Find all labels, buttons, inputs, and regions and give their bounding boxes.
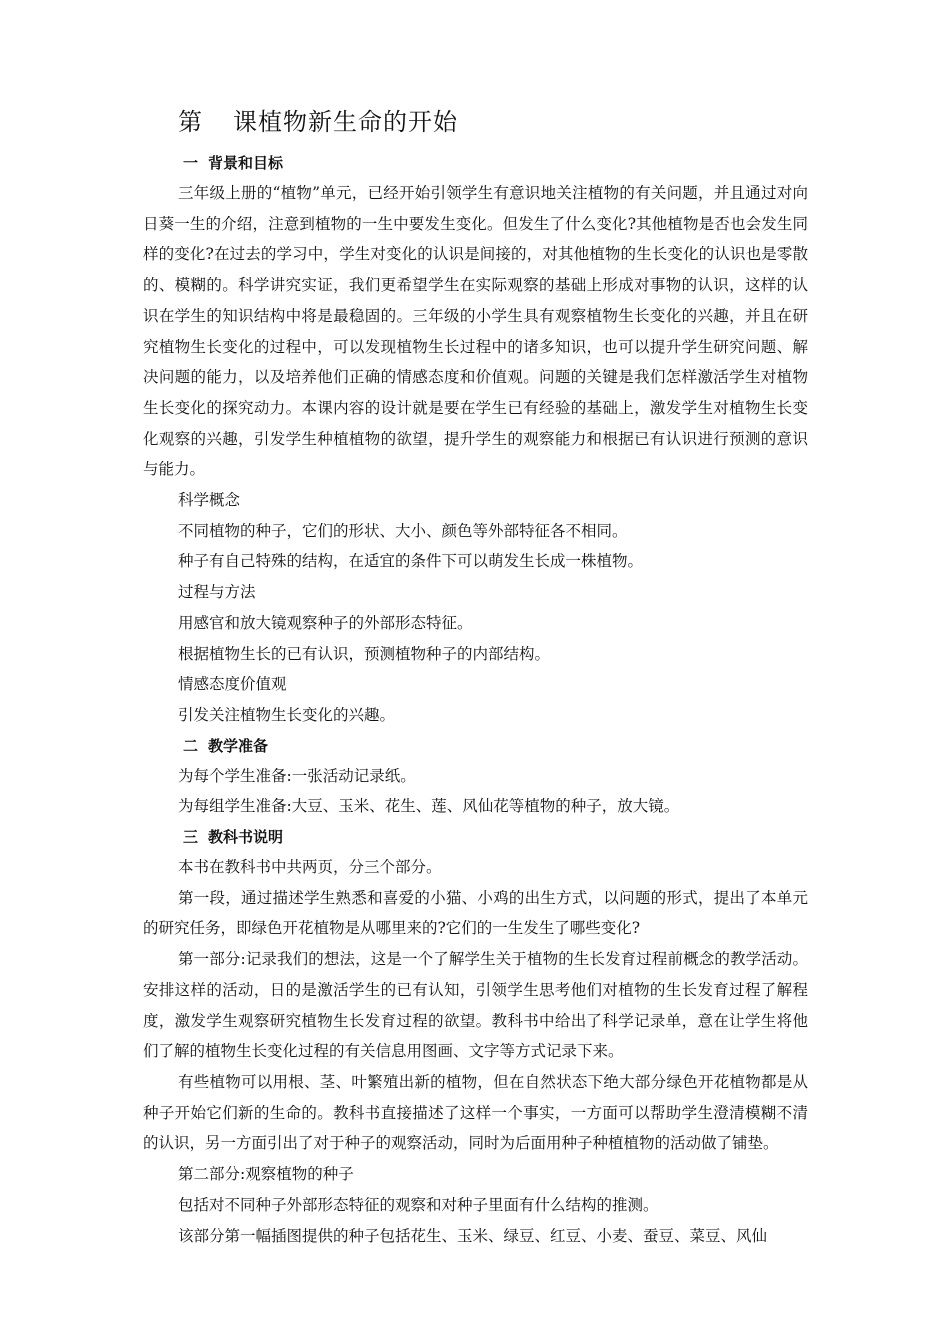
section-heading-text: 教科书说明 [208,828,284,847]
concept-item-2: 种子有自己特殊的结构，在适宜的条件下可以萌发生长成一株植物。 [178,552,644,571]
textbook-paragraph-6: 包括对不同种子外部形态特征的观察和对种子里面有什么结构的推测。 [178,1195,659,1214]
section-heading-text: 教学准备 [208,736,269,755]
section-number: 二 [183,736,199,755]
textbook-paragraph-1: 本书在教科书中共两页，分三个部分。 [178,858,442,877]
concept-item-1: 不同植物的种子，它们的形状、大小、颜色等外部特征各不相同。 [178,521,628,540]
section-heading-preparation [143,731,808,761]
textbook-paragraph-3: 第一部分:记录我们的想法，这是一个了解学生关于植物的生长发育过程前概念的教学活动。安排这样的活动，日的是激活学生的已有认知，引领学生思考他们对植物的生长发育过程了解程度，激发学生观察研究植物生长发育过程的欲望。教科书中给出了科学记录单，意在让学生将他们了解的植物生长变化过程的有关信息用图画、文字等方式记录下来。 [143,950,808,1061]
page-title [143,104,808,148]
process-item-2: 根据植物生长的已有认识，预测植物种子的内部结构。 [178,644,551,663]
prep-item-1: 为每个学生准备:一张活动记录纸。 [178,766,416,785]
title-prefix: 第 [178,108,203,136]
section-heading-textbook [143,822,808,852]
process-label: 过程与方法 [178,583,256,602]
prep-item-2: 为每组学生准备:大豆、玉米、花生、莲、风仙花等植物的种子，放大镜。 [178,797,680,816]
textbook-paragraph-5: 第二部分:观察植物的种子 [178,1165,354,1184]
textbook-paragraph-4: 有些植物可以用根、茎、叶繁殖出新的植物，但在自然状态下绝大部分绿色开花植物都是从种子开始它们新的生命的。教科书直接描述了这样一个事实，一方面可以帮助学生澄清模糊不清的认识，另一方面引出了对于种子的观察活动，同时为后面用种子种植植物的活动做了铺垫。 [143,1072,808,1153]
title-text: 课植物新生命的开始 [233,108,458,136]
section-number: 三 [183,828,199,847]
concept-label: 科学概念 [178,491,241,510]
emotion-label: 情感态度价值观 [178,675,287,694]
process-item-1: 用感官和放大镜观察种子的外部形态特征。 [178,613,473,632]
textbook-paragraph-2: 第一段，通过描述学生熟悉和喜爱的小猫、小鸡的出生方式，以问题的形式，提出了本单元的研究任务，即绿色开花植物是从哪里来的?它们的一生发生了哪些变化? [143,888,808,938]
section-number: 一 [183,154,199,172]
emotion-item-1: 引发关注植物生长变化的兴趣。 [178,705,396,724]
textbook-paragraph-7: 该部分第一幅插图提供的种子包括花生、玉米、绿豆、红豆、小麦、蚕豆、菜豆、风仙 [178,1226,768,1245]
document-page [143,104,808,1251]
section-heading-text: 背景和目标 [208,154,284,172]
section-heading-background [143,148,808,178]
intro-paragraph: 三年级上册的“植物”单元，已经开始引领学生有意识地关注植物的有关问题，并且通过对向日葵一生的介绍，注意到植物的一生中要发生变化。但发生了什么变化?其他植物是否也会发生同样的变化?在过去的学习中，学生对变化的认识是间接的，对其他植物的生长变化的认识也是零散的、模糊的。科学讲究实证，我们更希望学生在实际观察的基础上形成对事物的认识，这样的认识在学生的知识结构中将是最稳固的。三年级的小学生具有观察植物生长变化的兴趣，并且在研究植物生长变化的过程中，可以发现植物生长过程中的诸多知识，也可以提升学生研究问题、解决问题的能力，以及培养他们正确的情感态度和价值观。问题的关键是我们怎样激活学生对植物生长变化的探究动力。本课内容的设计就是要在学生已有经验的基础上，激发学生对植物生长变化观察的兴趣，引发学生种植植物的欲望，提升学生的观察能力和根据已有认识进行预测的意识与能力。 [143,184,808,479]
